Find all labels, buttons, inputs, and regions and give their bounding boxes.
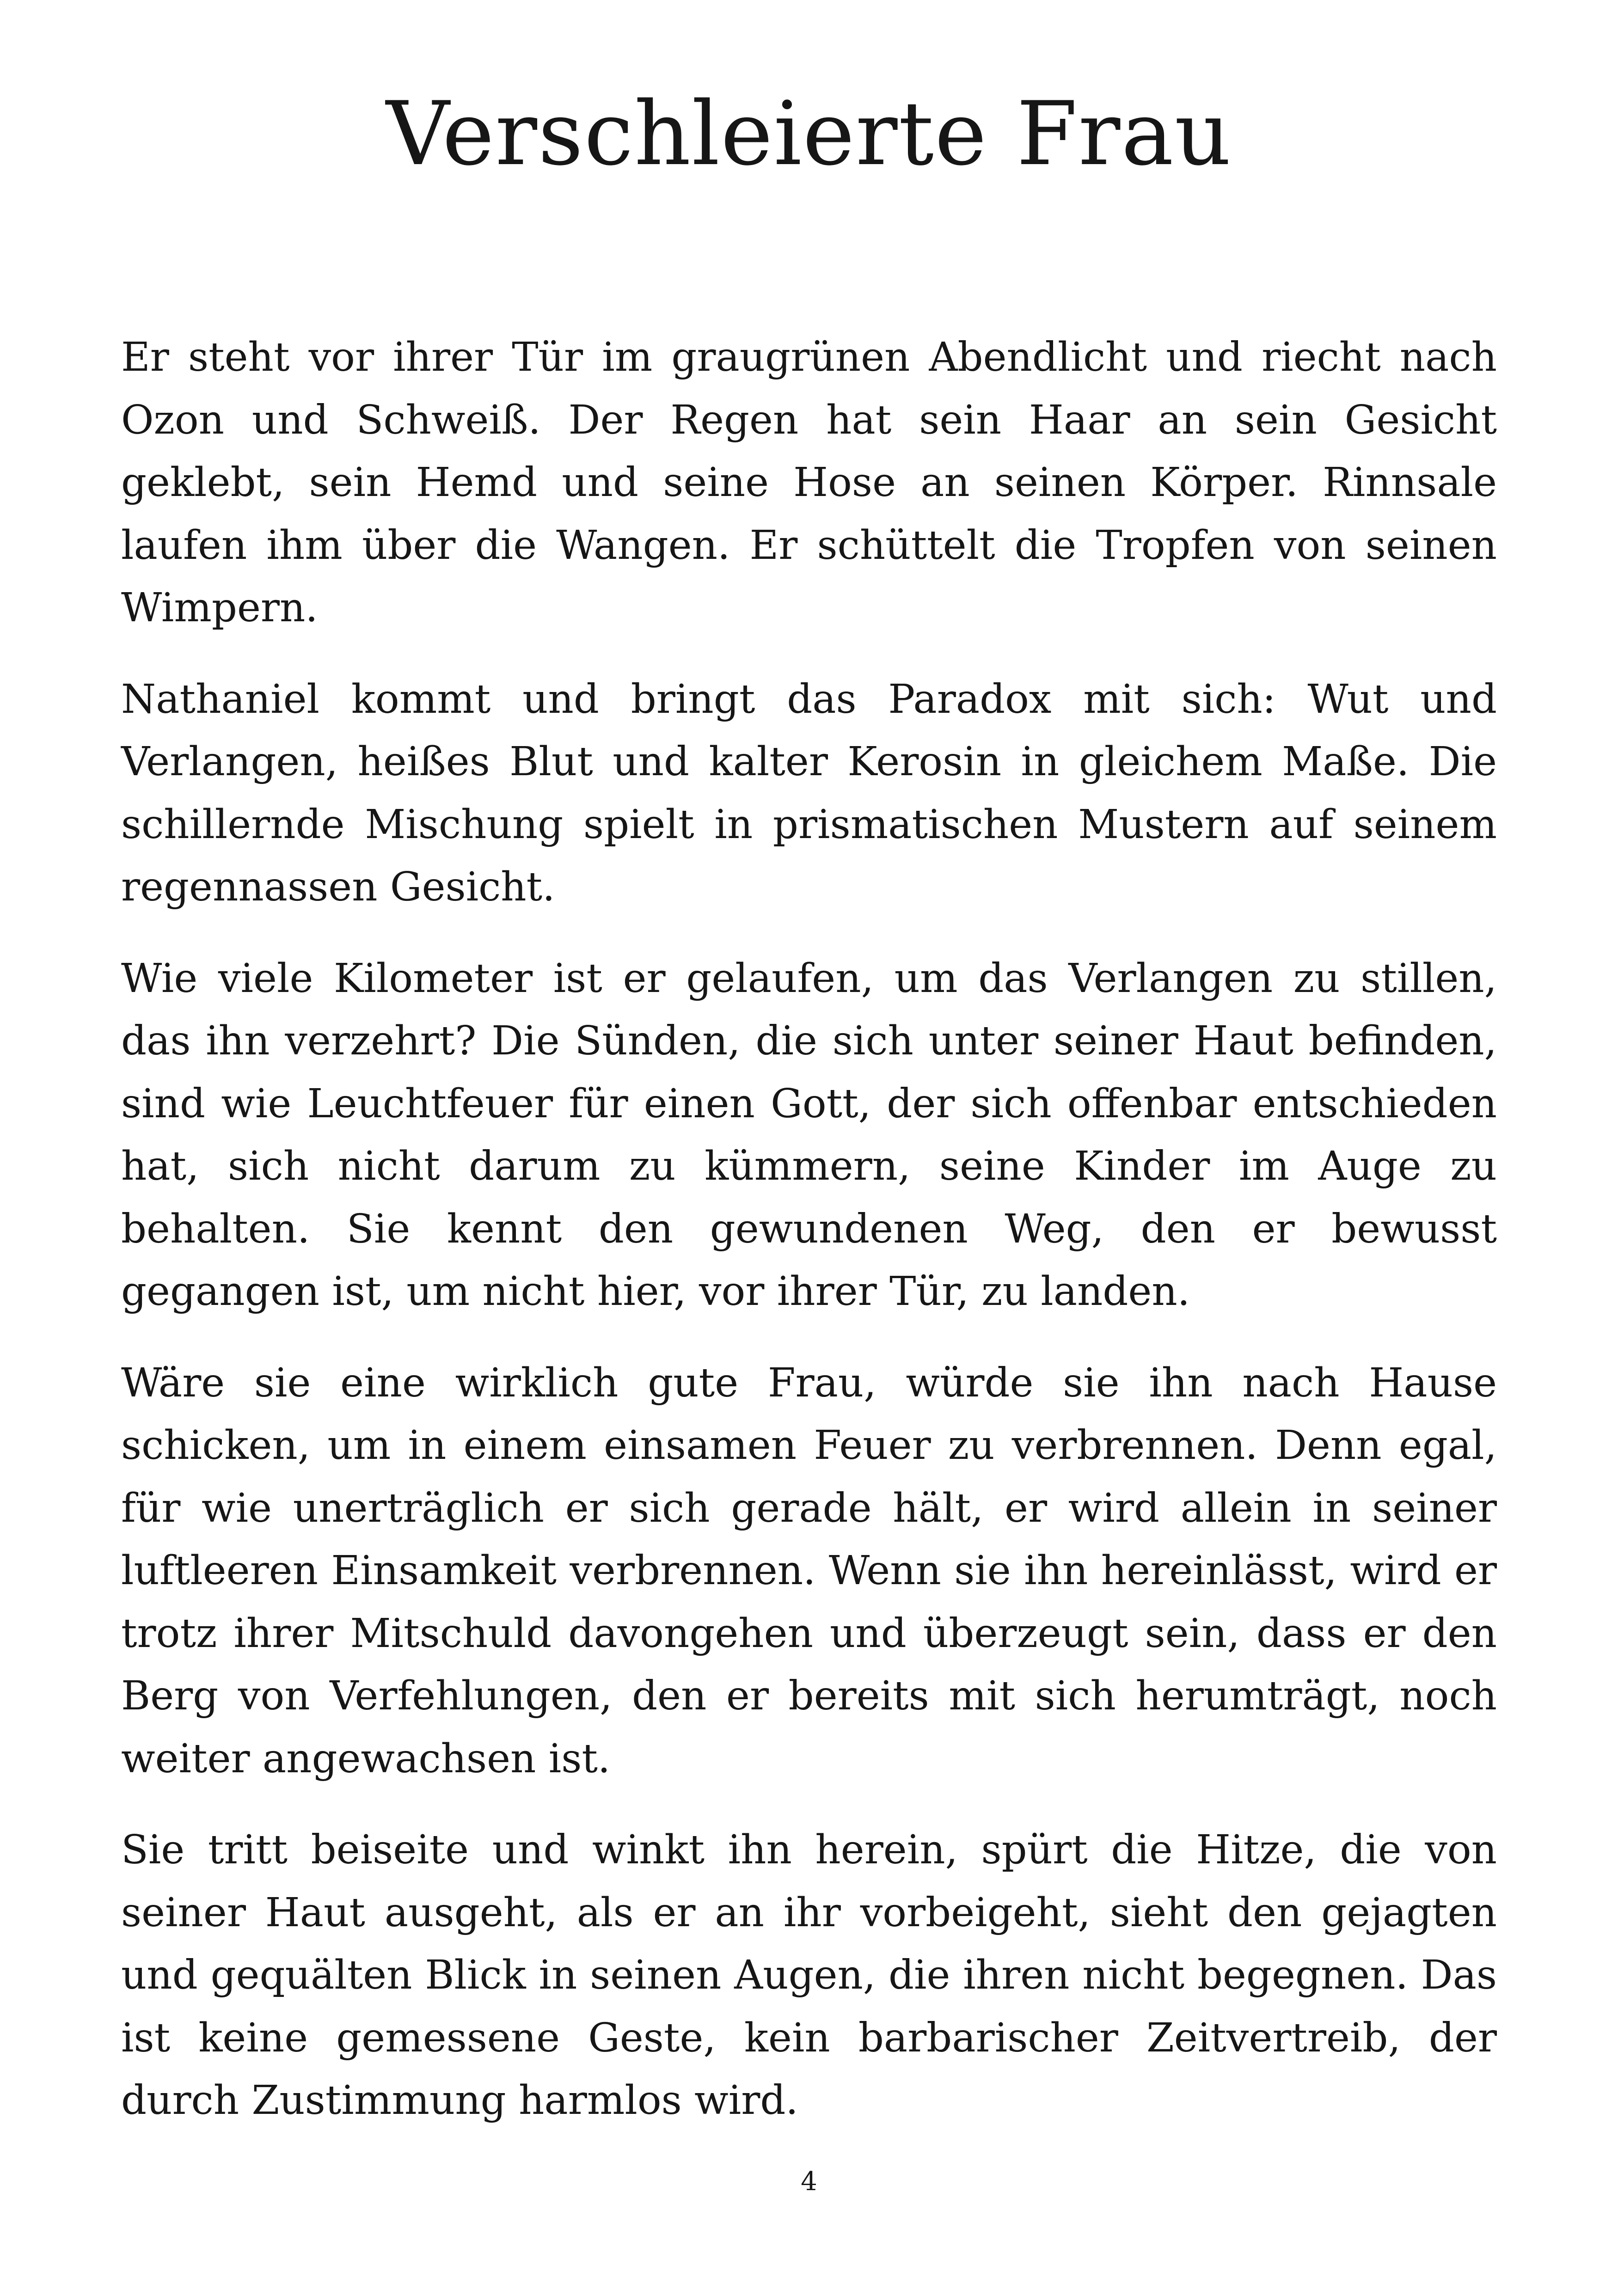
body-text: [121, 326, 1497, 2161]
page-title: Verschleierte Frau: [386, 83, 1232, 185]
paragraph-5: Sie tritt beiseite und winkt ihn herein, spürt die Hitze, die von seiner Haut ausgeht, als er an ihr vorbeigeht, sieht den gejagten und gequälten Blick in seinen Augen, die ihren nicht begegnen. Das ist keine gemessene Geste, kein barbarischer Zeitvertreib, der durch Zustimmung harmlos wird.: [121, 1827, 1497, 2124]
paragraph-3: Wie viele Kilometer ist er gelaufen, um das Verlangen zu stillen, das ihn verzehrt? Die Sünden, die sich unter seiner Haut befinden, sind wie Leuchtfeuer für einen Gott, der sich offenbar entschieden hat, sich nicht darum zu kümmern, seine Kinder im Auge zu behalten. Sie kennt den gewundenen Weg, den er bewusst gegangen ist, um nicht hier, vor ihrer Tür, zu landen.: [121, 955, 1497, 1315]
paragraph-1: Er steht vor ihrer Tür im graugrünen Abendlicht und riecht nach Ozon und Schweiß. Der Regen hat sein Haar an sein Gesicht geklebt, sein Hemd und seine Hose an seinen Körper. Rinnsale laufen ihm über die Wangen. Er schüttelt die Tropfen von seinen Wimpern.: [121, 334, 1497, 631]
paragraph-2: Nathaniel kommt und bringt das Paradox mit sich: Wut und Verlangen, heißes Blut und kalter Kerosin in gleichem Maße. Die schillernde Mischung spielt in prismatischen Mustern auf seinem regennassen Gesicht.: [121, 676, 1497, 910]
page-number: 4: [801, 2167, 817, 2197]
paragraph-4: Wäre sie eine wirklich gute Frau, würde sie ihn nach Hause schicken, um in einem einsamen Feuer zu verbrennen. Denn egal, für wie unerträglich er sich gerade hält, er wird allein in seiner luftleeren Einsamkeit verbrennen. Wenn sie ihn hereinlässt, wird er trotz ihrer Mitschuld davongehen und überzeugt sein, dass er den Berg von Verfehlungen, den er bereits mit sich herumträgt, noch weiter angewachsen ist.: [121, 1359, 1497, 1782]
